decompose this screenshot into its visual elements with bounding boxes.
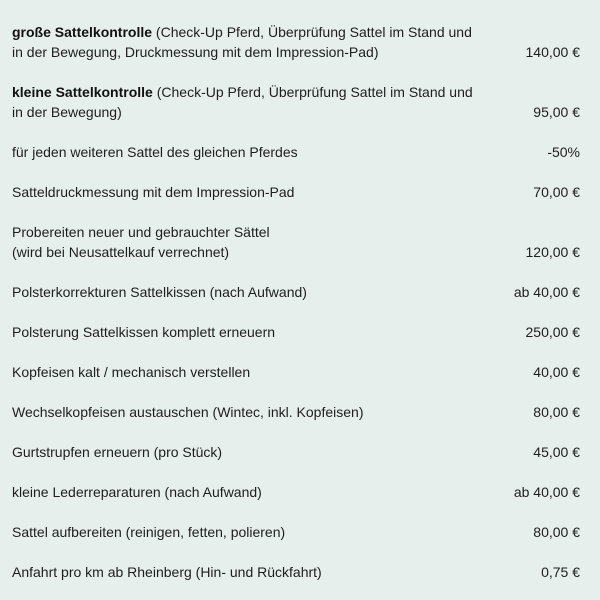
item-price: 80,00 € (533, 404, 580, 420)
item-detail: (Check-Up Pferd, Überprüfung Sattel im Stand und (152, 24, 472, 40)
item-description: Kopfeisen kalt / mechanisch verstellen (12, 364, 251, 380)
item-description: kleine Lederreparaturen (nach Aufwand) (12, 484, 262, 500)
item-description: Satteldruckmessung mit dem Impression-Pad (12, 184, 295, 200)
item-detail: (Check-Up Pferd, Überprüfung Sattel im Stand und (152, 84, 473, 100)
item-price: 80,00 € (533, 524, 580, 540)
item-description (12, 22, 502, 62)
item-description: für jeden weiteren Sattel des gleichen Pferdes (12, 144, 298, 160)
item-price: ab 40,00 € (513, 484, 580, 500)
item-price: 95,00 € (533, 104, 580, 120)
item-description: Gurtstrupfen erneuern (pro Stück) (12, 444, 223, 460)
item-description (12, 82, 502, 122)
item-price: ab 40,00 € (513, 284, 580, 300)
item-name: große Sattelkontrolle (12, 24, 153, 40)
item-price: 250,00 € (525, 324, 580, 340)
item-price: 70,00 € (533, 184, 580, 200)
item-price: 40,00 € (533, 364, 580, 380)
item-price: -50% (547, 144, 580, 160)
item-description: Polsterkorrekturen Sattelkissen (nach Aufwand) (12, 284, 307, 300)
item-price: 45,00 € (533, 444, 580, 460)
item-description: Anfahrt pro km ab Rheinberg (Hin- und Rückfahrt) (12, 564, 322, 580)
item-price: 0,75 € (541, 564, 580, 580)
item-detail-continued: in der Bewegung, Druckmessung mit dem Impression-Pad) (12, 44, 379, 60)
item-description: Sattel aufbereiten (reinigen, fetten, polieren) (12, 524, 286, 540)
item-detail-continued: (wird bei Neusattelkauf verrechnet) (12, 244, 230, 260)
item-description: Wechselkopfeisen austauschen (Wintec, inkl. Kopfeisen) (12, 404, 364, 420)
item-price: 140,00 € (525, 44, 580, 60)
item-detail: Probereiten neuer und gebrauchter Sättel (12, 224, 270, 240)
item-price: 120,00 € (525, 244, 580, 260)
item-description: Polsterung Sattelkissen komplett erneuern (12, 324, 276, 340)
item-name: kleine Sattelkontrolle (12, 84, 153, 100)
item-description (12, 222, 502, 262)
item-detail-continued: in der Bewegung) (12, 104, 122, 120)
